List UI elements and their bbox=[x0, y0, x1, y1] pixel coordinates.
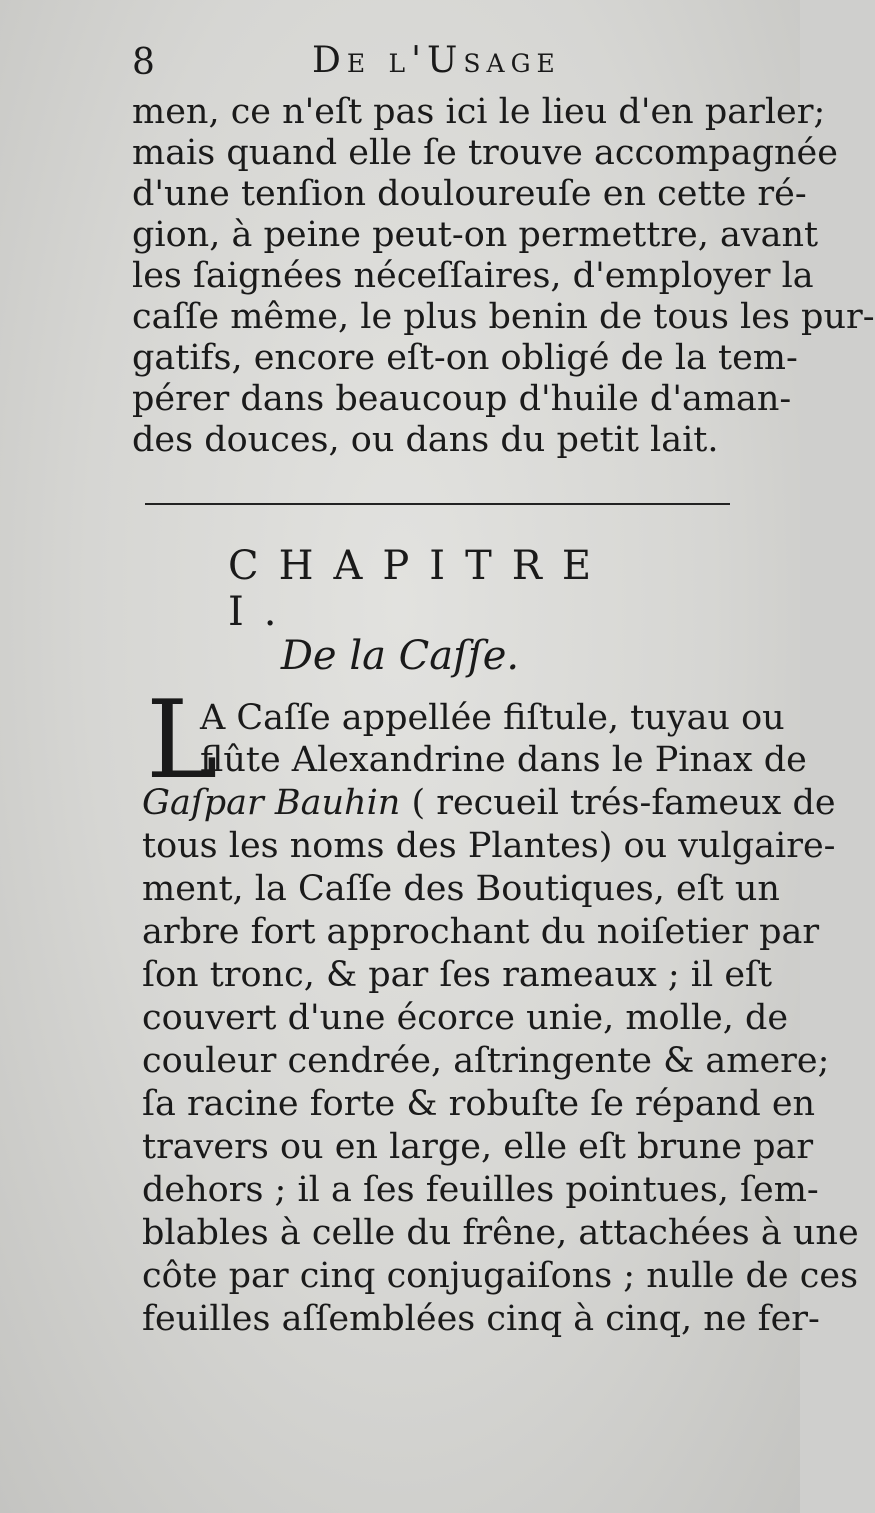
main-paragraph-opening bbox=[200, 697, 807, 781]
text-line: les ſaignées néceſſaires, d'employer la bbox=[132, 256, 814, 296]
text-line: feuilles aſſemblées cinq à cinq, ne fer- bbox=[142, 1299, 820, 1339]
section-divider bbox=[145, 503, 730, 505]
continued-paragraph bbox=[132, 92, 875, 461]
running-head bbox=[132, 40, 760, 90]
text-line: côte par cinq conjugaiſons ; nulle de ces bbox=[142, 1256, 859, 1296]
text-line: travers ou en large, elle eſt brune par bbox=[142, 1127, 814, 1167]
text-line: couleur cendrée, aſtringente & amere; bbox=[142, 1041, 830, 1081]
text-line: couvert d'une écorce unie, molle, de bbox=[142, 998, 789, 1038]
text-line: ment, la Caſſe des Boutiques, eſt un bbox=[142, 869, 780, 909]
text-line: gion, à peine peut-on permettre, avant bbox=[132, 215, 819, 255]
running-head-title: De l'Usage bbox=[312, 40, 561, 81]
text-line-with-italic-name: Gaſpar Bauhin ( recueil trés-fameux de bbox=[142, 783, 836, 823]
text-line: dehors ; il a ſes feuilles pointues, ſem- bbox=[142, 1170, 819, 1210]
chapter-heading: CHAPITRE I. bbox=[228, 543, 612, 635]
text-line: flûte Alexandrine dans le Pinax de bbox=[200, 740, 807, 780]
italic-name: Gaſpar Bauhin bbox=[142, 783, 401, 823]
text-line: ſa racine forte & robuſte ſe répand en bbox=[142, 1084, 816, 1124]
text-line: mais quand elle ſe trouve accompagnée bbox=[132, 133, 838, 173]
text-line: men, ce n'eſt pas ici le lieu d'en parler; bbox=[132, 92, 826, 132]
main-paragraph bbox=[142, 782, 859, 1341]
text-line: pérer dans beaucoup d'huile d'aman- bbox=[132, 379, 792, 419]
page-number: 8 bbox=[132, 42, 156, 83]
text-line: d'une tenſion douloureuſe en cette ré- bbox=[132, 174, 807, 214]
text-line: tous les noms des Plantes) ou vulgaire- bbox=[142, 826, 836, 866]
text-line: des douces, ou dans du petit lait. bbox=[132, 420, 719, 460]
text-line: gatifs, encore eſt-on obligé de la tem- bbox=[132, 338, 798, 378]
text-line: blables à celle du frêne, attachées à une bbox=[142, 1213, 859, 1253]
text-line: A Caſſe appellée fiſtule, tuyau ou bbox=[200, 698, 785, 738]
drop-cap: L bbox=[146, 678, 218, 803]
text-line: ſon tronc, & par ſes rameaux ; il eſt bbox=[142, 955, 773, 995]
text-line: arbre fort approchant du noiſetier par bbox=[142, 912, 820, 952]
text-line: caſſe même, le plus benin de tous les pur- bbox=[132, 297, 875, 337]
section-title: De la Caſſe. bbox=[280, 633, 520, 679]
